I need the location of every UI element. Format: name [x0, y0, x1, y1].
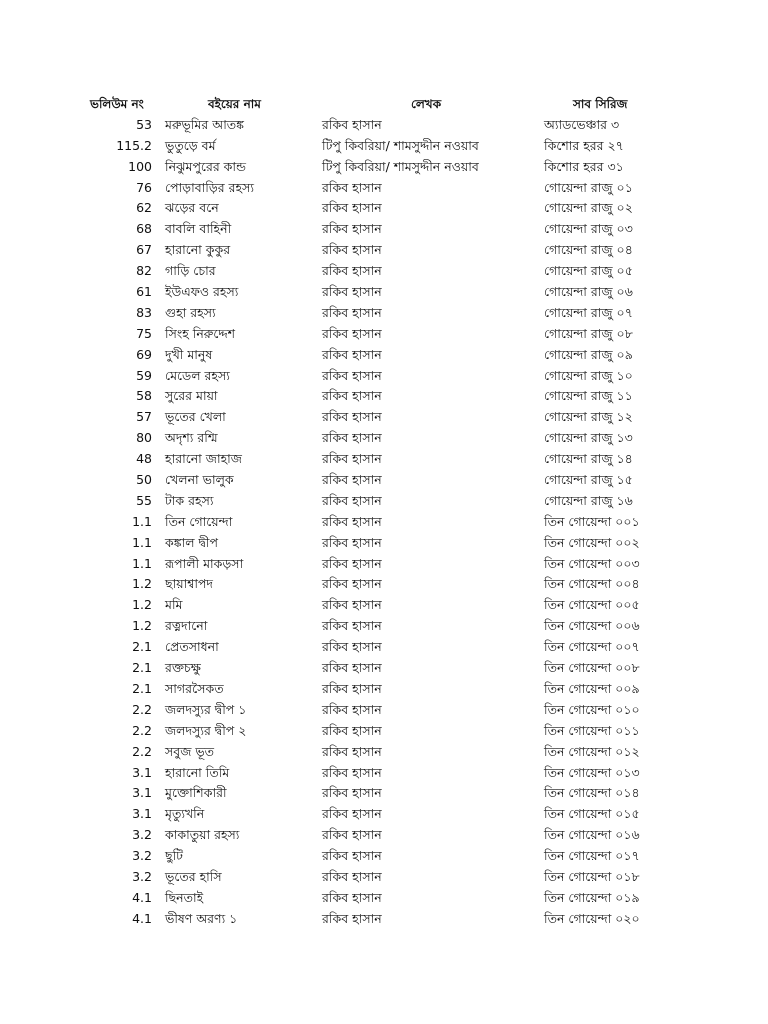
- cell-author: রকিব হাসান: [322, 430, 382, 446]
- table-row: [0, 407, 768, 428]
- cell-author: রকিব হাসান: [322, 910, 382, 926]
- cell-book-name: ছুটি: [165, 848, 183, 864]
- cell-book-name: ভূতের খেলা: [165, 409, 226, 425]
- header-book-name: বইয়ের নাম: [208, 97, 261, 111]
- table-row: [0, 867, 768, 888]
- cell-volume: 82: [136, 263, 152, 279]
- cell-sub-series: গোয়েন্দা রাজু ১৬: [544, 492, 633, 508]
- table-row: [0, 449, 768, 470]
- cell-sub-series: তিন গোয়েন্দা ০১৪: [544, 785, 640, 801]
- cell-sub-series: গোয়েন্দা রাজু ০৪: [544, 242, 633, 258]
- cell-volume: 3.1: [132, 806, 152, 822]
- cell-book-name: হারানো কুকুর: [165, 242, 231, 258]
- cell-sub-series: গোয়েন্দা রাজু ০১: [544, 179, 633, 195]
- table-row: [0, 825, 768, 846]
- cell-author: রকিব হাসান: [322, 597, 382, 613]
- cell-sub-series: তিন গোয়েন্দা ০১৯: [544, 889, 640, 905]
- cell-volume: 4.1: [132, 910, 152, 926]
- cell-book-name: মরুভূমির আতঙ্ক: [165, 116, 244, 132]
- cell-volume: 53: [136, 116, 152, 132]
- cell-author: রকিব হাসান: [322, 618, 382, 634]
- cell-sub-series: কিশোর হরর ৩১: [544, 158, 624, 174]
- cell-author: রকিব হাসান: [322, 492, 382, 508]
- cell-author: রকিব হাসান: [322, 409, 382, 425]
- cell-sub-series: তিন গোয়েন্দা ০০৭: [544, 639, 640, 655]
- cell-author: রকিব হাসান: [322, 346, 382, 362]
- cell-book-name: দুখী মানুষ: [165, 346, 213, 362]
- cell-sub-series: গোয়েন্দা রাজু ১০: [544, 367, 633, 383]
- cell-volume: 58: [136, 388, 152, 404]
- table-row: [0, 554, 768, 575]
- cell-volume: 1.1: [132, 555, 152, 571]
- table-row: [0, 763, 768, 784]
- cell-sub-series: গোয়েন্দা রাজু ১৩: [544, 430, 633, 446]
- cell-sub-series: তিন গোয়েন্দা ০১৩: [544, 764, 640, 780]
- table-row: [0, 470, 768, 491]
- cell-volume: 1.1: [132, 513, 152, 529]
- cell-author: টিপু কিবরিয়া/ শামসুদ্দীন নওয়াব: [322, 137, 479, 153]
- table-row: [0, 783, 768, 804]
- table-row: [0, 178, 768, 199]
- cell-volume: 3.2: [132, 868, 152, 884]
- cell-author: রকিব হাসান: [322, 743, 382, 759]
- cell-volume: 1.1: [132, 534, 152, 550]
- cell-volume: 76: [136, 179, 152, 195]
- cell-sub-series: তিন গোয়েন্দা ০০১: [544, 513, 640, 529]
- cell-volume: 2.2: [132, 701, 152, 717]
- cell-volume: 50: [136, 472, 152, 488]
- cell-volume: 1.2: [132, 576, 152, 592]
- cell-book-name: ছায়াশ্বাপদ: [165, 576, 214, 592]
- cell-sub-series: তিন গোয়েন্দা ০০৯: [544, 680, 640, 696]
- cell-book-name: সিংহ নিরুদ্দেশ: [165, 325, 236, 341]
- cell-sub-series: গোয়েন্দা রাজু ১১: [544, 388, 633, 404]
- cell-book-name: ইউএফও রহস্য: [165, 284, 239, 300]
- table-row: [0, 345, 768, 366]
- cell-book-name: বাবলি বাহিনী: [165, 221, 232, 237]
- cell-book-name: খেলনা ভালুক: [165, 472, 234, 488]
- cell-author: রকিব হাসান: [322, 221, 382, 237]
- cell-volume: 57: [136, 409, 152, 425]
- cell-author: রকিব হাসান: [322, 325, 382, 341]
- cell-book-name: কঙ্কাল দ্বীপ: [165, 534, 218, 550]
- cell-author: রকিব হাসান: [322, 722, 382, 738]
- table-row: [0, 324, 768, 345]
- table-row: [0, 219, 768, 240]
- cell-author: রকিব হাসান: [322, 304, 382, 320]
- cell-sub-series: তিন গোয়েন্দা ০১৫: [544, 806, 640, 822]
- table-row: [0, 386, 768, 407]
- cell-author: রকিব হাসান: [322, 889, 382, 905]
- cell-book-name: টাক রহস্য: [165, 492, 214, 508]
- cell-sub-series: তিন গোয়েন্দা ০১০: [544, 701, 640, 717]
- cell-volume: 75: [136, 325, 152, 341]
- cell-sub-series: অ্যাডভেঞ্চার ৩: [544, 116, 620, 132]
- cell-author: রকিব হাসান: [322, 868, 382, 884]
- cell-volume: 2.2: [132, 743, 152, 759]
- cell-author: রকিব হাসান: [322, 179, 382, 195]
- cell-book-name: হারানো তিমি: [165, 764, 230, 780]
- cell-volume: 3.2: [132, 848, 152, 864]
- table-row: [0, 428, 768, 449]
- cell-volume: 69: [136, 346, 152, 362]
- cell-book-name: প্রেতসাধনা: [165, 639, 219, 655]
- table-row: [0, 616, 768, 637]
- cell-book-name: সাগরসৈকত: [165, 680, 224, 696]
- cell-volume: 2.2: [132, 722, 152, 738]
- cell-book-name: নিঝুমপুরের কান্ড: [165, 158, 247, 174]
- cell-book-name: গুহা রহস্য: [165, 304, 216, 320]
- table-row: [0, 366, 768, 387]
- table-row: [0, 261, 768, 282]
- cell-sub-series: গোয়েন্দা রাজু ১৫: [544, 472, 633, 488]
- cell-volume: 48: [136, 451, 152, 467]
- cell-book-name: ঝড়ের বনে: [165, 200, 219, 216]
- table-row: [0, 721, 768, 742]
- cell-volume: 115.2: [116, 137, 152, 153]
- header-sub-series: সাব সিরিজ: [573, 97, 628, 111]
- cell-volume: 1.2: [132, 597, 152, 613]
- cell-author: রকিব হাসান: [322, 639, 382, 655]
- cell-book-name: রত্নদানো: [165, 618, 208, 634]
- cell-volume: 68: [136, 221, 152, 237]
- table-row: [0, 637, 768, 658]
- cell-author: রকিব হাসান: [322, 242, 382, 258]
- table-row: [0, 240, 768, 261]
- cell-volume: 55: [136, 492, 152, 508]
- table-row: [0, 888, 768, 909]
- table-row: [0, 846, 768, 867]
- table-row: [0, 115, 768, 136]
- cell-sub-series: তিন গোয়েন্দা ০১৬: [544, 827, 640, 843]
- cell-author: রকিব হাসান: [322, 827, 382, 843]
- cell-book-name: ভীষণ অরণ্য ১: [165, 910, 238, 926]
- cell-sub-series: গোয়েন্দা রাজু ০৩: [544, 221, 633, 237]
- header-author: লেখক: [411, 97, 442, 111]
- cell-volume: 3.1: [132, 785, 152, 801]
- cell-book-name: কাকাতুয়া রহস্য: [165, 827, 240, 843]
- cell-author: রকিব হাসান: [322, 555, 382, 571]
- cell-volume: 62: [136, 200, 152, 216]
- table-row: [0, 574, 768, 595]
- cell-volume: 4.1: [132, 889, 152, 905]
- cell-sub-series: তিন গোয়েন্দা ০০৫: [544, 597, 640, 613]
- cell-sub-series: গোয়েন্দা রাজু ০৯: [544, 346, 633, 362]
- cell-sub-series: গোয়েন্দা রাজু ১৪: [544, 451, 633, 467]
- cell-author: রকিব হাসান: [322, 263, 382, 279]
- cell-book-name: মুক্তোশিকারী: [165, 785, 227, 801]
- cell-author: রকিব হাসান: [322, 388, 382, 404]
- cell-volume: 2.1: [132, 660, 152, 676]
- cell-author: রকিব হাসান: [322, 367, 382, 383]
- cell-book-name: রক্তচক্ষু: [165, 660, 201, 676]
- cell-book-name: মৃত্যুখনি: [165, 806, 205, 822]
- cell-sub-series: তিন গোয়েন্দা ০০৮: [544, 660, 640, 676]
- cell-book-name: তিন গোয়েন্দা: [165, 513, 233, 529]
- table-row: [0, 742, 768, 763]
- cell-author: রকিব হাসান: [322, 472, 382, 488]
- cell-author: রকিব হাসান: [322, 576, 382, 592]
- cell-sub-series: তিন গোয়েন্দা ০০২: [544, 534, 640, 550]
- cell-volume: 3.1: [132, 764, 152, 780]
- table-row: [0, 303, 768, 324]
- cell-sub-series: তিন গোয়েন্দা ০১২: [544, 743, 640, 759]
- table-row: [0, 658, 768, 679]
- cell-author: টিপু কিবরিয়া/ শামসুদ্দীন নওয়াব: [322, 158, 479, 174]
- cell-book-name: মেডেল রহস্য: [165, 367, 230, 383]
- cell-volume: 1.2: [132, 618, 152, 634]
- cell-book-name: হারানো জাহাজ: [165, 451, 242, 467]
- cell-sub-series: তিন গোয়েন্দা ০১৮: [544, 868, 640, 884]
- table-body: [0, 115, 768, 930]
- cell-volume: 61: [136, 284, 152, 300]
- cell-author: রকিব হাসান: [322, 284, 382, 300]
- cell-volume: 2.1: [132, 639, 152, 655]
- cell-author: রকিব হাসান: [322, 785, 382, 801]
- table-row: [0, 198, 768, 219]
- book-list-table: [0, 94, 768, 930]
- cell-book-name: ছিনতাই: [165, 889, 204, 905]
- cell-book-name: ভুতুড়ে বর্ম: [165, 137, 216, 153]
- cell-sub-series: গোয়েন্দা রাজু ০৬: [544, 284, 633, 300]
- table-row: [0, 157, 768, 178]
- table-row: [0, 533, 768, 554]
- cell-sub-series: তিন গোয়েন্দা ০০৪: [544, 576, 640, 592]
- cell-book-name: জলদস্যুর দ্বীপ ২: [165, 722, 247, 738]
- cell-sub-series: গোয়েন্দা রাজু ০২: [544, 200, 633, 216]
- cell-volume: 100: [128, 158, 152, 174]
- cell-sub-series: কিশোর হরর ২৭: [544, 137, 624, 153]
- cell-author: রকিব হাসান: [322, 116, 382, 132]
- table-row: [0, 909, 768, 930]
- cell-author: রকিব হাসান: [322, 701, 382, 717]
- cell-author: রকিব হাসান: [322, 806, 382, 822]
- cell-author: রকিব হাসান: [322, 848, 382, 864]
- table-row: [0, 491, 768, 512]
- table-row: [0, 595, 768, 616]
- cell-volume: 67: [136, 242, 152, 258]
- cell-author: রকিব হাসান: [322, 200, 382, 216]
- table-row: [0, 700, 768, 721]
- cell-book-name: মমি: [165, 597, 183, 613]
- cell-volume: 3.2: [132, 827, 152, 843]
- table-row: [0, 804, 768, 825]
- cell-sub-series: গোয়েন্দা রাজু ০৮: [544, 325, 633, 341]
- table-header-row: [0, 94, 768, 115]
- cell-author: রকিব হাসান: [322, 764, 382, 780]
- cell-author: রকিব হাসান: [322, 513, 382, 529]
- cell-volume: 83: [136, 304, 152, 320]
- cell-volume: 2.1: [132, 680, 152, 696]
- cell-volume: 59: [136, 367, 152, 383]
- cell-author: রকিব হাসান: [322, 451, 382, 467]
- cell-sub-series: তিন গোয়েন্দা ০০৬: [544, 618, 640, 634]
- table-row: [0, 679, 768, 700]
- cell-volume: 80: [136, 430, 152, 446]
- cell-author: রকিব হাসান: [322, 534, 382, 550]
- cell-book-name: জলদস্যুর দ্বীপ ১: [165, 701, 247, 717]
- cell-author: রকিব হাসান: [322, 660, 382, 676]
- header-volume: ভলিউম নং: [90, 97, 144, 111]
- cell-book-name: পোড়াবাড়ির রহস্য: [165, 179, 254, 195]
- cell-book-name: সুরের মায়া: [165, 388, 218, 404]
- cell-book-name: গাড়ি চোর: [165, 263, 216, 279]
- cell-book-name: রূপালী মাকড়সা: [165, 555, 244, 571]
- cell-author: রকিব হাসান: [322, 680, 382, 696]
- table-row: [0, 512, 768, 533]
- cell-sub-series: গোয়েন্দা রাজু ০৫: [544, 263, 633, 279]
- cell-sub-series: গোয়েন্দা রাজু ০৭: [544, 304, 633, 320]
- cell-sub-series: তিন গোয়েন্দা ০০৩: [544, 555, 640, 571]
- cell-book-name: অদৃশ্য রশ্মি: [165, 430, 218, 446]
- cell-sub-series: তিন গোয়েন্দা ০১১: [544, 722, 640, 738]
- table-row: [0, 136, 768, 157]
- cell-sub-series: গোয়েন্দা রাজু ১২: [544, 409, 633, 425]
- cell-sub-series: তিন গোয়েন্দা ০২০: [544, 910, 640, 926]
- cell-sub-series: তিন গোয়েন্দা ০১৭: [544, 848, 640, 864]
- cell-book-name: সবুজ ভূত: [165, 743, 215, 759]
- table-row: [0, 282, 768, 303]
- cell-book-name: ভূতের হাসি: [165, 868, 222, 884]
